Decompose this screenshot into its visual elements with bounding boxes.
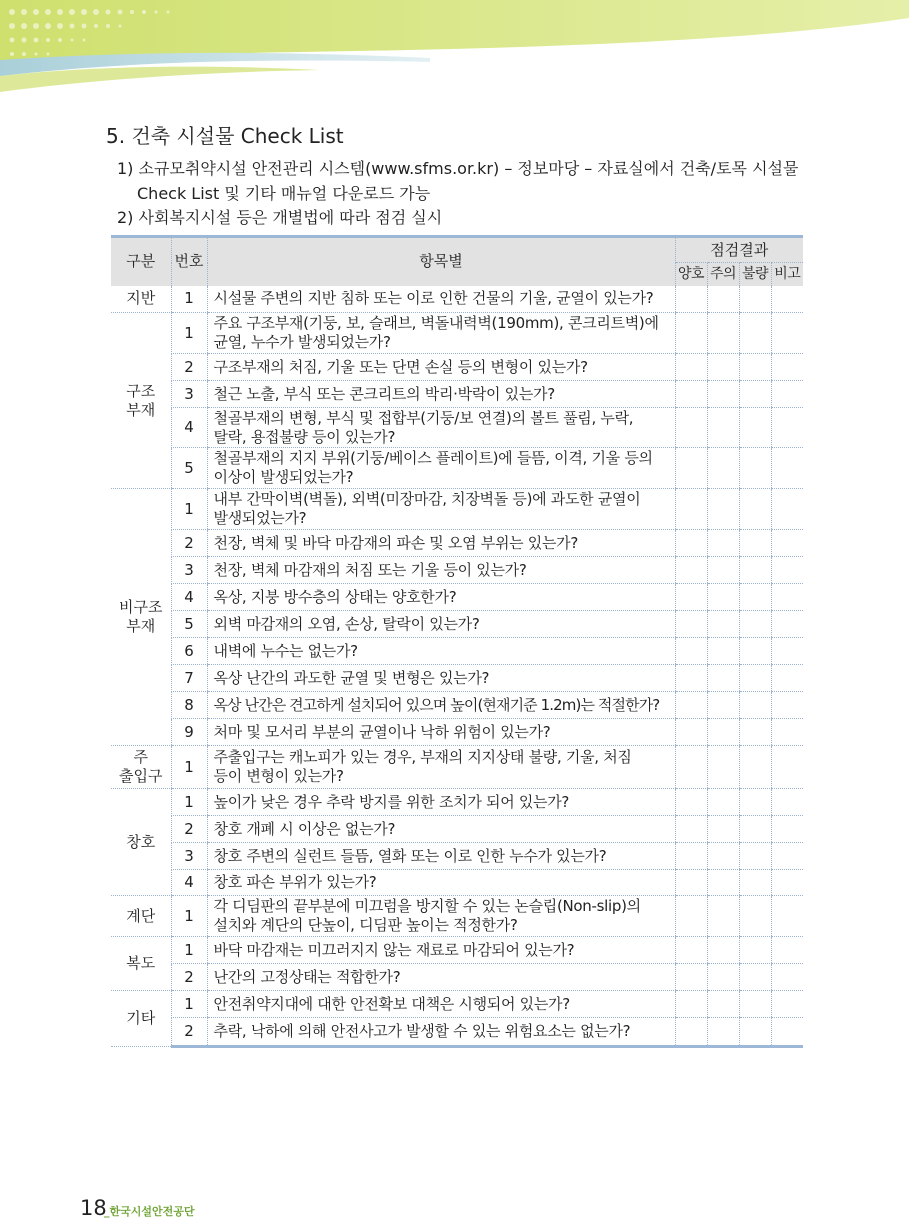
header-result-caution: 주의 [707, 263, 739, 286]
header-result-poor: 불량 [739, 263, 771, 286]
result-remark-cell[interactable] [771, 584, 803, 611]
result-caution-cell[interactable] [707, 408, 739, 448]
check-item-text: 창호 개폐 시 이상은 없는가? [213, 819, 396, 838]
result-caution-cell[interactable] [707, 638, 739, 665]
check-item-text: 내벽에 누수는 없는가? [213, 641, 358, 660]
category-cell [111, 286, 171, 313]
table-row [111, 584, 803, 611]
header-banner [0, 0, 909, 100]
result-remark-cell[interactable] [771, 937, 803, 964]
result-remark-cell[interactable] [771, 313, 803, 354]
result-good-cell[interactable] [675, 719, 707, 746]
table-row [111, 530, 803, 557]
category-cell [111, 746, 171, 789]
result-remark-cell[interactable] [771, 816, 803, 843]
check-item [207, 719, 675, 746]
result-poor-cell[interactable] [739, 746, 771, 789]
result-remark-cell[interactable] [771, 789, 803, 816]
item-number: 7 [171, 665, 207, 692]
category-label: 기타 [126, 1009, 156, 1027]
item-number: 1 [171, 896, 207, 937]
result-good-cell[interactable] [675, 354, 707, 381]
table-row [111, 991, 803, 1018]
header-result-group: 점검결과 [675, 237, 803, 263]
result-poor-cell[interactable] [739, 530, 771, 557]
result-poor-cell[interactable] [739, 937, 771, 964]
result-poor-cell[interactable] [739, 991, 771, 1018]
table-row [111, 354, 803, 381]
category-cell [111, 489, 171, 746]
category-label: 계단 [126, 906, 156, 925]
result-remark-cell[interactable] [771, 489, 803, 530]
result-caution-cell[interactable] [707, 719, 739, 746]
header-result-remark: 비고 [771, 263, 803, 286]
check-item-text: 철근 노출, 부식 또는 콘크리트의 박리·박락이 있는가? [213, 384, 555, 403]
result-good-cell[interactable] [675, 286, 707, 313]
check-item-text: 난간의 고정상태는 적합한가? [213, 967, 401, 986]
result-poor-cell[interactable] [739, 816, 771, 843]
result-good-cell[interactable] [675, 381, 707, 408]
result-remark-cell[interactable] [771, 408, 803, 448]
category-label: 부재 [126, 617, 156, 635]
check-item [207, 489, 675, 530]
result-caution-cell[interactable] [707, 964, 739, 991]
table-row [111, 1018, 803, 1047]
check-item [207, 638, 675, 665]
result-remark-cell[interactable] [771, 530, 803, 557]
category-label: 비구조 [119, 598, 163, 616]
check-item [207, 530, 675, 557]
category-cell [111, 991, 171, 1047]
check-item-text: 옥상 난간의 과도한 균열 및 변형은 있는가? [213, 668, 490, 687]
check-item-text: 등이 변형이 있는가? [213, 767, 344, 785]
result-good-cell[interactable] [675, 665, 707, 692]
check-item [207, 611, 675, 638]
result-caution-cell[interactable] [707, 843, 739, 870]
result-good-cell[interactable] [675, 408, 707, 448]
check-item-text: 설치와 계단의 단높이, 디딤판 높이는 적정한가? [213, 916, 518, 934]
note-2: 2) 사회복지시설 등은 개별법에 따라 점검 실시 [117, 208, 443, 227]
check-item-text: 철골부재의 지지 부위(기둥/베이스 플레이트)에 들뜸, 이격, 기울 등의 [213, 449, 653, 467]
category-label: 창호 [126, 832, 156, 851]
result-caution-cell[interactable] [707, 665, 739, 692]
footer-organization: _한국시설안전공단 [104, 1205, 195, 1218]
result-remark-cell[interactable] [771, 719, 803, 746]
item-number: 2 [171, 354, 207, 381]
result-good-cell[interactable] [675, 611, 707, 638]
result-good-cell[interactable] [675, 964, 707, 991]
result-caution-cell[interactable] [707, 991, 739, 1018]
header-category: 구분 [111, 237, 171, 286]
result-caution-cell[interactable] [707, 489, 739, 530]
check-item [207, 816, 675, 843]
result-caution-cell[interactable] [707, 746, 739, 789]
item-number: 8 [171, 692, 207, 719]
result-poor-cell[interactable] [739, 665, 771, 692]
result-good-cell[interactable] [675, 557, 707, 584]
check-item [207, 408, 675, 448]
result-caution-cell[interactable] [707, 448, 739, 489]
result-remark-cell[interactable] [771, 896, 803, 937]
result-caution-cell[interactable] [707, 816, 739, 843]
check-item [207, 584, 675, 611]
result-poor-cell[interactable] [739, 381, 771, 408]
result-poor-cell[interactable] [739, 896, 771, 937]
result-caution-cell[interactable] [707, 530, 739, 557]
item-number: 1 [171, 313, 207, 354]
check-item [207, 746, 675, 789]
check-item [207, 692, 675, 719]
result-good-cell[interactable] [675, 991, 707, 1018]
check-item-text: 주요 구조부재(기둥, 보, 슬래브, 벽돌내력벽(190mm), 콘크리트벽)에 [213, 314, 659, 332]
result-remark-cell[interactable] [771, 692, 803, 719]
item-number: 9 [171, 719, 207, 746]
table-row [111, 381, 803, 408]
check-item [207, 286, 675, 313]
check-item-text: 창호 파손 부위가 있는가? [213, 873, 377, 891]
result-caution-cell[interactable] [707, 896, 739, 937]
table-row [111, 843, 803, 870]
item-number: 2 [171, 1018, 207, 1047]
check-item-text: 바닥 마감재는 미끄러지지 않는 재료로 마감되어 있는가? [213, 940, 575, 959]
category-cell [111, 313, 171, 489]
result-good-cell[interactable] [675, 789, 707, 816]
result-good-cell[interactable] [675, 584, 707, 611]
result-good-cell[interactable] [675, 843, 707, 870]
result-remark-cell[interactable] [771, 611, 803, 638]
result-remark-cell[interactable] [771, 1018, 803, 1047]
result-poor-cell[interactable] [739, 448, 771, 489]
category-label: 지반 [126, 289, 156, 308]
check-item-text: 내부 간막이벽(벽돌), 외벽(미장마감, 치장벽돌 등)에 과도한 균열이 [213, 490, 641, 508]
page-number: 18 [80, 1196, 107, 1220]
table-row [111, 692, 803, 719]
category-label: 주 [133, 748, 148, 766]
result-poor-cell[interactable] [739, 354, 771, 381]
result-remark-cell[interactable] [771, 991, 803, 1018]
check-item-text: 균열, 누수가 발생되었는가? [213, 333, 391, 351]
check-item-text: 높이가 낮은 경우 추락 방지를 위한 조치가 되어 있는가? [213, 792, 570, 811]
table-row [111, 789, 803, 816]
check-item [207, 870, 675, 896]
result-poor-cell[interactable] [739, 611, 771, 638]
result-poor-cell[interactable] [739, 964, 771, 991]
table-row [111, 816, 803, 843]
result-remark-cell[interactable] [771, 665, 803, 692]
check-item-text: 이상이 발생되었는가? [213, 468, 354, 486]
category-label: 구조 [126, 381, 156, 400]
table-row [111, 746, 803, 789]
table-row [111, 665, 803, 692]
result-remark-cell[interactable] [771, 448, 803, 489]
check-item [207, 381, 675, 408]
result-caution-cell[interactable] [707, 611, 739, 638]
item-number: 1 [171, 286, 207, 313]
check-item [207, 843, 675, 870]
item-number: 2 [171, 816, 207, 843]
result-good-cell[interactable] [675, 530, 707, 557]
check-item-text: 외벽 마감재의 오염, 손상, 탈락이 있는가? [213, 614, 480, 633]
item-number: 1 [171, 489, 207, 530]
table-row [111, 638, 803, 665]
table-row [111, 448, 803, 489]
result-good-cell[interactable] [675, 746, 707, 789]
check-item-text: 천장, 벽체 및 바닥 마감재의 파손 및 오염 부위는 있는가? [213, 533, 579, 552]
item-number: 1 [171, 937, 207, 964]
category-label: 출입구 [119, 767, 163, 785]
result-poor-cell[interactable] [739, 843, 771, 870]
header-item: 항목별 [207, 237, 675, 286]
result-caution-cell[interactable] [707, 354, 739, 381]
result-caution-cell[interactable] [707, 870, 739, 896]
category-cell [111, 789, 171, 896]
check-item [207, 991, 675, 1018]
table-row [111, 313, 803, 354]
item-number: 4 [171, 870, 207, 896]
table-row [111, 937, 803, 964]
table-row [111, 719, 803, 746]
check-item-text: 창호 주변의 실런트 들뜸, 열화 또는 이로 인한 누수가 있는가? [213, 846, 607, 865]
category-label: 복도 [126, 954, 156, 972]
result-remark-cell[interactable] [771, 381, 803, 408]
result-poor-cell[interactable] [739, 870, 771, 896]
result-remark-cell[interactable] [771, 286, 803, 313]
section-title: 5. 건축 시설물 Check List [106, 124, 344, 148]
table-row [111, 896, 803, 937]
table-row [111, 611, 803, 638]
check-item [207, 1018, 675, 1047]
result-poor-cell[interactable] [739, 789, 771, 816]
check-item-text: 천장, 벽체 마감재의 처짐 또는 기울 등이 있는가? [213, 560, 527, 579]
result-remark-cell[interactable] [771, 354, 803, 381]
result-poor-cell[interactable] [739, 584, 771, 611]
result-caution-cell[interactable] [707, 381, 739, 408]
result-good-cell[interactable] [675, 489, 707, 530]
result-good-cell[interactable] [675, 638, 707, 665]
note-1: 1) 소규모취약시설 안전관리 시스템(www.sfms.or.kr) – 정보마당 – 자료실에서 건축/토목 시설물 [117, 159, 799, 178]
table-row [111, 286, 803, 313]
check-item-text: 추락, 낙하에 의해 안전사고가 발생할 수 있는 위험요소는 없는가? [213, 1022, 631, 1040]
category-cell [111, 896, 171, 937]
result-good-cell[interactable] [675, 692, 707, 719]
result-caution-cell[interactable] [707, 692, 739, 719]
item-number: 3 [171, 381, 207, 408]
result-remark-cell[interactable] [771, 964, 803, 991]
checklist-table [111, 235, 803, 1048]
check-item [207, 964, 675, 991]
category-label: 부재 [126, 400, 156, 419]
check-item-text: 주출입구는 캐노피가 있는 경우, 부재의 지지상태 불량, 기울, 처짐 [213, 748, 632, 766]
result-poor-cell[interactable] [739, 313, 771, 354]
header-number: 번호 [171, 237, 207, 286]
check-item-text: 구조부재의 처짐, 기울 또는 단면 손실 등의 변형이 있는가? [213, 357, 588, 376]
check-item-text: 시설물 주변의 지반 침하 또는 이로 인한 건물의 기울, 균열이 있는가? [213, 289, 654, 308]
header-result-good: 양호 [675, 263, 707, 286]
item-number: 5 [171, 448, 207, 489]
checklist-body [111, 286, 803, 1047]
check-item [207, 896, 675, 937]
item-number: 5 [171, 611, 207, 638]
check-item-text: 발생되었는가? [213, 509, 307, 527]
item-number: 2 [171, 964, 207, 991]
item-number: 3 [171, 843, 207, 870]
item-number: 2 [171, 530, 207, 557]
table-row [111, 870, 803, 896]
result-poor-cell[interactable] [739, 489, 771, 530]
check-item-text: 각 디딤판의 끝부분에 미끄럼을 방지할 수 있는 논슬립(Non-slip)의 [213, 897, 641, 915]
result-poor-cell[interactable] [739, 1018, 771, 1047]
result-remark-cell[interactable] [771, 870, 803, 896]
result-poor-cell[interactable] [739, 692, 771, 719]
result-caution-cell[interactable] [707, 286, 739, 313]
table-row [111, 408, 803, 448]
result-good-cell[interactable] [675, 937, 707, 964]
result-good-cell[interactable] [675, 448, 707, 489]
table-row [111, 557, 803, 584]
note-1-continued: Check List 및 기타 매뉴얼 다운로드 가능 [137, 184, 431, 203]
result-caution-cell[interactable] [707, 1018, 739, 1047]
check-item [207, 789, 675, 816]
result-remark-cell[interactable] [771, 557, 803, 584]
table-row [111, 489, 803, 530]
check-item [207, 354, 675, 381]
result-good-cell[interactable] [675, 896, 707, 937]
item-number: 1 [171, 991, 207, 1018]
result-caution-cell[interactable] [707, 313, 739, 354]
result-remark-cell[interactable] [771, 638, 803, 665]
check-item-text: 처마 및 모서리 부분의 균열이나 낙하 위험이 있는가? [213, 722, 551, 741]
item-number: 4 [171, 408, 207, 448]
result-remark-cell[interactable] [771, 746, 803, 789]
result-caution-cell[interactable] [707, 789, 739, 816]
result-good-cell[interactable] [675, 870, 707, 896]
result-poor-cell[interactable] [739, 408, 771, 448]
check-item [207, 557, 675, 584]
table-row [111, 964, 803, 991]
result-caution-cell[interactable] [707, 584, 739, 611]
result-caution-cell[interactable] [707, 557, 739, 584]
result-caution-cell[interactable] [707, 937, 739, 964]
check-item [207, 937, 675, 964]
result-good-cell[interactable] [675, 816, 707, 843]
result-remark-cell[interactable] [771, 843, 803, 870]
item-number: 3 [171, 557, 207, 584]
check-item [207, 665, 675, 692]
result-poor-cell[interactable] [739, 719, 771, 746]
check-item-text: 탈락, 용접불량 등이 있는가? [213, 427, 396, 446]
item-number: 6 [171, 638, 207, 665]
item-number: 1 [171, 746, 207, 789]
result-poor-cell[interactable] [739, 638, 771, 665]
item-number: 1 [171, 789, 207, 816]
check-item [207, 313, 675, 354]
result-good-cell[interactable] [675, 1018, 707, 1047]
check-item-text: 옥상 난간은 견고하게 설치되어 있으며 높이(현재기준 1.2m)는 적절한가? [213, 695, 660, 714]
check-item-text: 철골부재의 변형, 부식 및 접합부(기둥/보 연결)의 볼트 풀림, 누락, [213, 408, 634, 427]
category-cell [111, 937, 171, 991]
result-poor-cell[interactable] [739, 286, 771, 313]
check-item [207, 448, 675, 489]
result-good-cell[interactable] [675, 313, 707, 354]
result-poor-cell[interactable] [739, 557, 771, 584]
check-item-text: 옥상, 지붕 방수층의 상태는 양호한가? [213, 587, 457, 606]
check-item-text: 안전취약지대에 대한 안전확보 대책은 시행되어 있는가? [213, 994, 570, 1013]
item-number: 4 [171, 584, 207, 611]
